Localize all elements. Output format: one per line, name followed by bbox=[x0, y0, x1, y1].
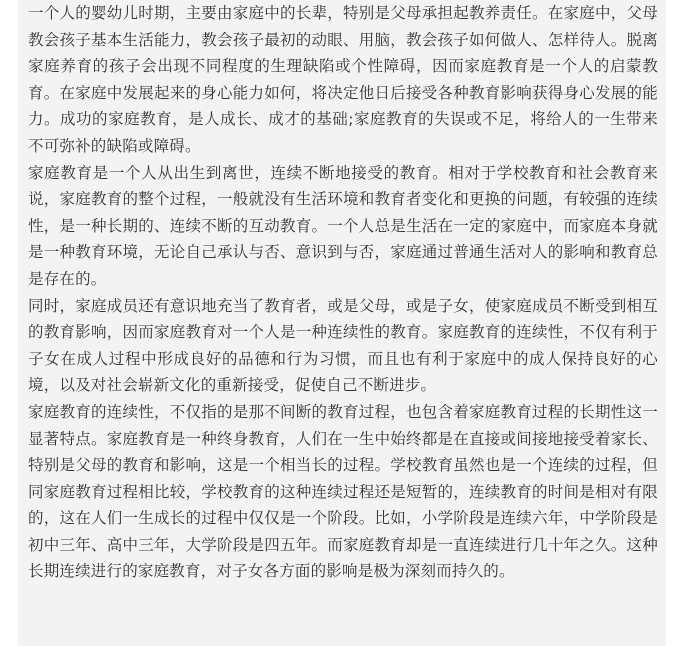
paragraph-4: 家庭教育的连续性，不仅指的是那不间断的教育过程，也包含着家庭教育过程的长期性这一显著特点。家庭教育是一种终身教育，人们在一生中始终都是在直接或间接地接受着家长、特别是父母的教育和影响，这是一个相当长的过程。学校教育虽然也是一个连续的过程，但同家庭教育过程相比较，学校教育的这种连续过程还是短暂的，连续教育的时间是相对有限的，这在人们一生成长的过程中仅仅是一个阶段。比如，小学阶段是连续六年，中学阶段是初中三年、高中三年，大学阶段是四五年。而家庭教育却是一直连续进行几十年之久。这种长期连续进行的家庭教育，对子女各方面的影响是极为深刻而持久的。 bbox=[28, 402, 658, 581]
article-body bbox=[18, 0, 666, 646]
paragraph-2: 家庭教育是一个人从出生到离世，连续不断地接受的教育。相对于学校教育和社会教育来说，家庭教育的整个过程，一般就没有生活环境和教育者变化和更换的问题，有较强的连续性，是一种长期的、连续不断的互动教育。一个人总是生活在一定的家庭中，而家庭本身就是一种教育环境，无论自己承认与否、意识到与否，家庭通过普通生活对人的影响和教育总是存在的。 bbox=[28, 163, 658, 288]
paragraph-1: 一个人的婴幼儿时期，主要由家庭中的长辈，特别是父母承担起教养责任。在家庭中，父母教会孩子基本生活能力，教会孩子最初的动眼、用脑，教会孩子如何做人、怎样待人。脱离家庭养育的孩子会出现不同程度的生理缺陷或个性障碍，因而家庭教育是一个人的启蒙教育。在家庭中发展起来的身心能力如何，将决定他日后接受各种教育影响获得身心发展的能力。成功的家庭教育，是人成长、成才的基础;家庭教育的失误或不足，将给人的一生带来不可弥补的缺陷或障碍。 bbox=[28, 4, 658, 155]
paragraph-3: 同时，家庭成员还有意识地充当了教育者，或是父母，或是子女，使家庭成员不断受到相互的教育影响，因而家庭教育对一个人是一种连续性的教育。家庭教育的连续性，不仅有利于子女在成人过程中形成良好的品德和行为习惯，而且也有利于家庭中的成人保持良好的心境，以及对社会崭新文化的重新接受，促使自己不断进步。 bbox=[28, 296, 658, 395]
